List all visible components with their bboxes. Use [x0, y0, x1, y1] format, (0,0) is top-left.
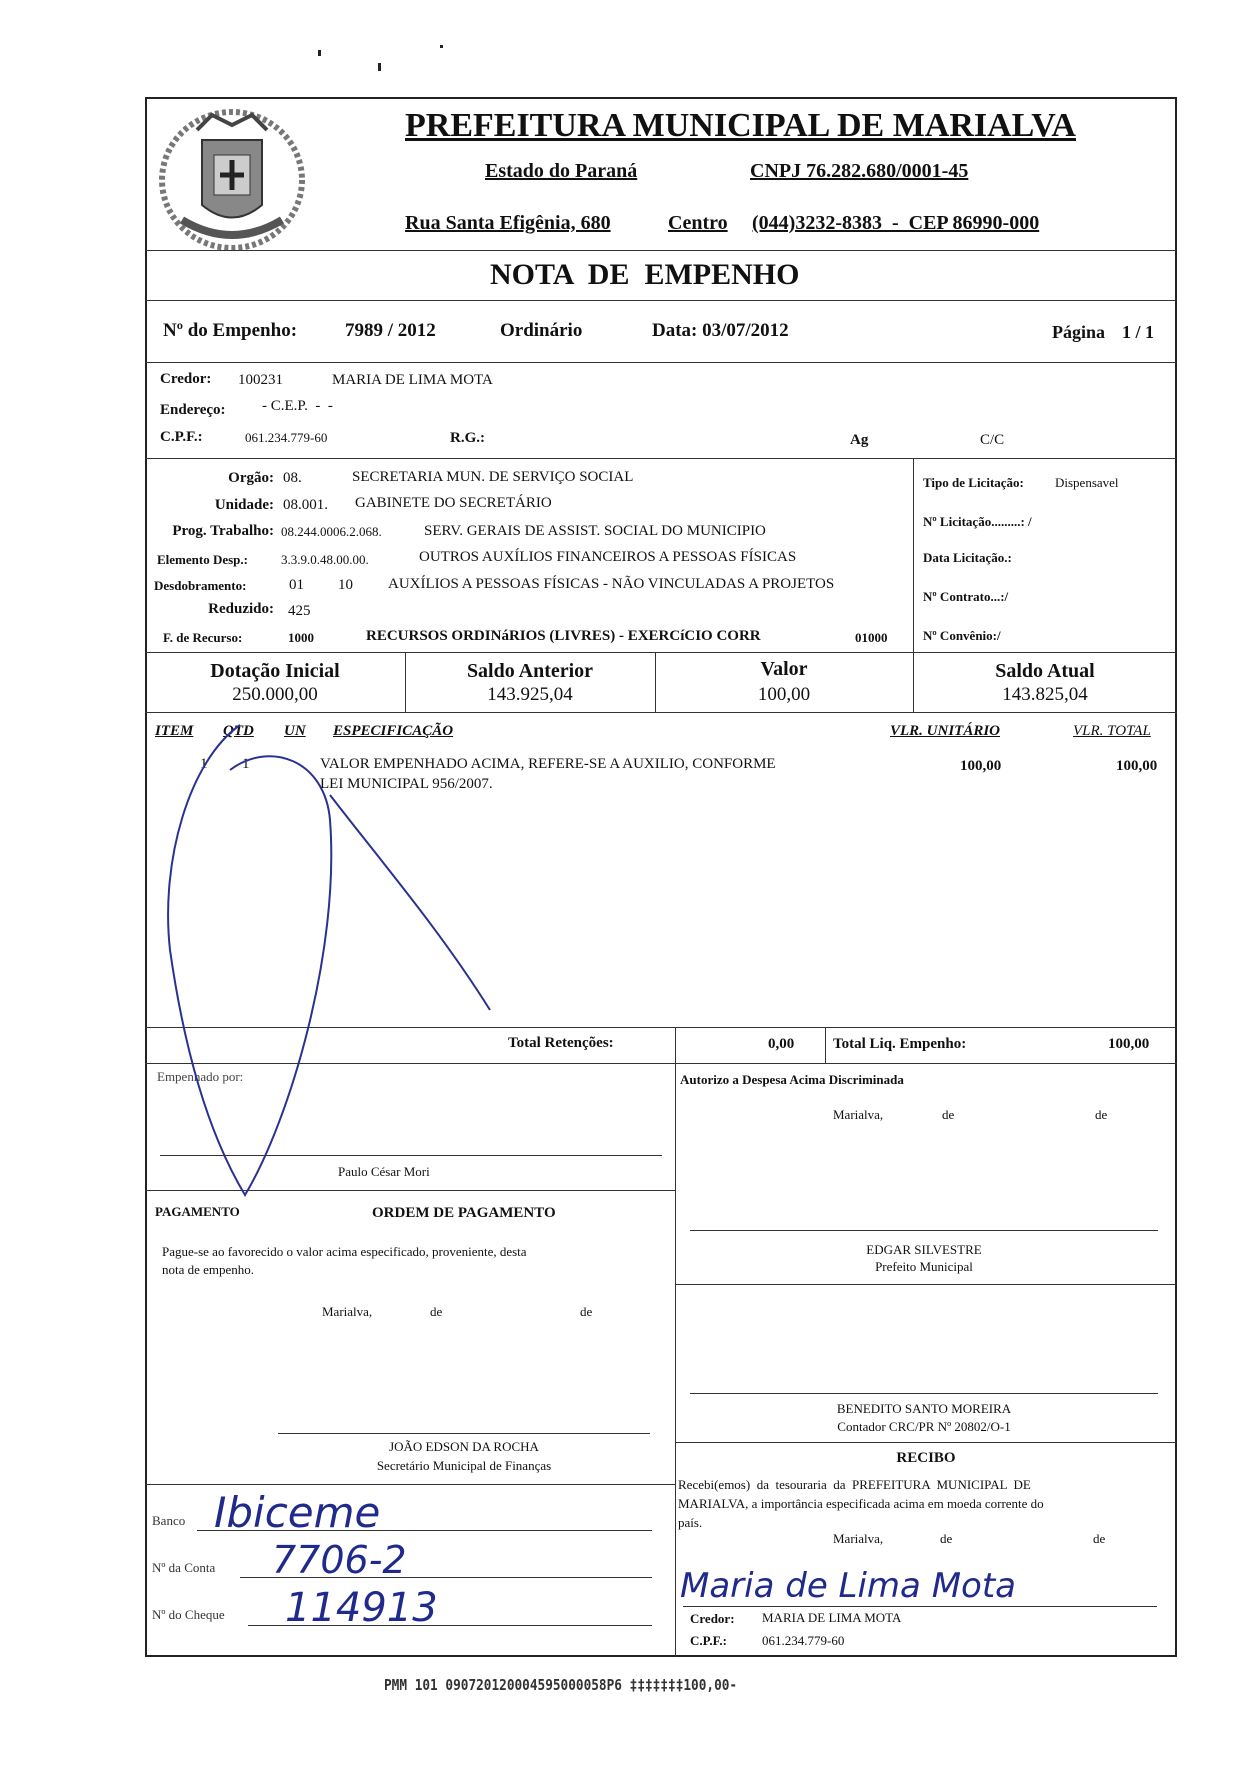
- elemento-code: 3.3.9.0.48.00.00.: [281, 552, 369, 567]
- total-retencoes-label: Total Retenções:: [508, 1035, 614, 1051]
- dotacao-inicial-label: Dotação Inicial: [210, 660, 340, 682]
- row-total-value: 100,00: [1116, 758, 1158, 774]
- col-vlr-total: VLR. TOTAL: [1073, 723, 1151, 739]
- convenio-number: Nº Convênio:/: [923, 628, 1001, 643]
- recibo-cpf-value: 061.234.779-60: [762, 1633, 845, 1648]
- pagamento-place: Marialva,: [322, 1304, 373, 1319]
- recibo-title: RECIBO: [896, 1450, 956, 1466]
- recurso-desc: RECURSOS ORDINáRIOS (LIVRES) - EXERCíCIO CORR: [366, 628, 761, 644]
- cpf-label: C.P.F.:: [160, 429, 203, 445]
- col-item: ITEM: [155, 723, 194, 739]
- empenho-number: 7989 / 2012: [345, 320, 436, 341]
- page-number: 1 / 1: [1122, 322, 1155, 342]
- autorizo-place: Marialva,: [833, 1107, 884, 1122]
- cc-label: C/C: [980, 432, 1005, 448]
- col-un: UN: [284, 723, 306, 739]
- empenho-date: Data: 03/07/2012: [652, 320, 789, 341]
- rg-label: R.G.:: [450, 430, 485, 446]
- banco-label: Banco: [152, 1513, 186, 1528]
- prog-code: 08.244.0006.2.068.: [281, 524, 382, 539]
- empenho-number-label: Nº do Empenho:: [163, 320, 298, 341]
- row-unit-value: 100,00: [960, 758, 1002, 774]
- elemento-label: Elemento Desp.:: [157, 552, 248, 567]
- autorizo-label: Autorizo a Despesa Acima Discriminada: [680, 1072, 904, 1087]
- credor-code: 100231: [238, 372, 283, 388]
- state-label: Estado do Paraná: [485, 160, 638, 182]
- total-retencoes-value: 0,00: [768, 1036, 795, 1052]
- autorizo-de1: de: [942, 1107, 955, 1122]
- empenho-type: Ordinário: [500, 320, 583, 341]
- banco-value: Ibiceme: [214, 1488, 381, 1537]
- credor-label: Credor:: [160, 371, 212, 387]
- row-desc-line1: VALOR EMPENHADO ACIMA, REFERE-SE A AUXILIO, CONFORME: [320, 756, 776, 772]
- pen-mark: [150, 700, 510, 1200]
- recibo-de2: de: [1093, 1531, 1106, 1546]
- tipo-licitacao-label: Tipo de Licitação:: [923, 475, 1024, 490]
- saldo-atual-label: Saldo Atual: [995, 660, 1095, 682]
- saldo-atual-value: 143.825,04: [1002, 684, 1088, 705]
- district-label: Centro: [668, 212, 728, 234]
- phone-cep-label: (044)3232-8383 - CEP 86990-000: [752, 212, 1040, 234]
- orgao-code: 08.: [283, 470, 302, 486]
- row-qtd: 1: [242, 756, 250, 772]
- contador-name: BENEDITO SANTO MOREIRA: [836, 1401, 1012, 1416]
- recibo-cpf-label: C.P.F.:: [690, 1633, 727, 1648]
- recibo-credor-label: Credor:: [690, 1611, 735, 1626]
- pagamento-text-line2: nota de empenho.: [162, 1262, 255, 1277]
- credor-signature: Maria de Lima Mota: [680, 1566, 1016, 1606]
- recibo-de1: de: [940, 1531, 953, 1546]
- valor-value: 100,00: [757, 684, 811, 705]
- footer-code: PMM 101 090720120004595000058P6 ‡‡‡‡‡‡‡100,00-: [384, 1676, 738, 1694]
- recibo-text-line2: MARIALVA, a importância especificada acima em moeda corrente do: [678, 1496, 1044, 1511]
- col-especificacao: ESPECIFICAÇÃO: [333, 723, 454, 739]
- recurso-label: F. de Recurso:: [163, 630, 243, 645]
- unidade-desc: GABINETE DO SECRETÁRIO: [355, 495, 552, 511]
- unidade-label: Unidade:: [214, 497, 274, 513]
- orgao-desc: SECRETARIA MUN. DE SERVIÇO SOCIAL: [352, 469, 634, 485]
- document-title: NOTA DE EMPENHO: [490, 258, 800, 291]
- desdobramento-desc: AUXÍLIOS A PESSOAS FÍSICAS - NÃO VINCULADAS A PROJETOS: [388, 576, 835, 592]
- licitacao-date: Data Licitação.:: [923, 550, 1012, 565]
- page-title: PREFEITURA MUNICIPAL DE MARIALVA: [405, 107, 1076, 144]
- pagamento-label: PAGAMENTO: [155, 1204, 240, 1219]
- cheque-value: 114913: [285, 1585, 438, 1631]
- contrato-number: Nº Contrato...:/: [923, 589, 1009, 604]
- tipo-licitacao-value: Dispensavel: [1055, 475, 1119, 490]
- scan-speck: [378, 63, 381, 71]
- ag-label: Ag: [850, 432, 869, 448]
- recurso-code2: 01000: [855, 630, 888, 645]
- pagamento-de2: de: [580, 1304, 593, 1319]
- cpf-value: 061.234.779-60: [245, 430, 328, 445]
- orgao-label: Orgão:: [228, 470, 274, 486]
- pagamento-de1: de: [430, 1304, 443, 1319]
- autorizo-de2: de: [1095, 1107, 1108, 1122]
- empenhado-por-label: Empenhado por:: [157, 1069, 244, 1084]
- total-liquido-label: Total Liq. Empenho:: [833, 1036, 967, 1052]
- recibo-text-line1: Recebi(emos) da tesouraria da PREFEITURA MUNICIPAL DE: [678, 1477, 1031, 1492]
- total-liquido-value: 100,00: [1108, 1036, 1150, 1052]
- col-qtd: QTD: [223, 723, 254, 739]
- saldo-anterior-value: 143.925,04: [487, 684, 573, 705]
- secretario-name: JOÃO EDSON DA ROCHA: [389, 1439, 539, 1454]
- saldo-anterior-label: Saldo Anterior: [466, 660, 594, 682]
- prog-desc: SERV. GERAIS DE ASSIST. SOCIAL DO MUNICIPIO: [424, 523, 766, 539]
- endereco-label: Endereço:: [160, 402, 226, 418]
- valor-label: Valor: [760, 658, 808, 680]
- desdobramento-code1: 01: [289, 577, 304, 593]
- dotacao-inicial-value: 250.000,00: [232, 684, 318, 705]
- credor-name: MARIA DE LIMA MOTA: [332, 372, 493, 388]
- unidade-code: 08.001.: [283, 497, 328, 513]
- recibo-credor-value: MARIA DE LIMA MOTA: [762, 1610, 902, 1625]
- licitacao-number: Nº Licitação.........: /: [923, 514, 1032, 529]
- page-label: Página: [1052, 322, 1106, 342]
- scan-speck: [318, 50, 321, 56]
- ordem-pagamento-label: ORDEM DE PAGAMENTO: [372, 1205, 556, 1221]
- endereco-value: - C.E.P. - -: [262, 398, 333, 414]
- address-label: Rua Santa Efigênia, 680: [405, 212, 611, 234]
- pagamento-text-line1: Pague-se ao favorecido o valor acima especificado, proveniente, desta: [162, 1244, 527, 1259]
- recibo-place: Marialva,: [833, 1531, 884, 1546]
- cheque-label: Nº do Cheque: [152, 1607, 225, 1622]
- desdobramento-code2: 10: [338, 577, 353, 593]
- empenhado-por-name: Paulo César Mori: [338, 1164, 430, 1179]
- reduzido-label: Reduzido:: [208, 601, 274, 617]
- prefeito-name: EDGAR SILVESTRE: [866, 1242, 982, 1257]
- contador-title: Contador CRC/PR Nº 20802/O-1: [837, 1419, 1011, 1434]
- recibo-text-line3: país.: [678, 1515, 703, 1530]
- cnpj-label: CNPJ 76.282.680/0001-45: [750, 160, 969, 182]
- recurso-code: 1000: [288, 630, 314, 645]
- conta-value: 7706-2: [272, 1538, 407, 1582]
- elemento-desc: OUTROS AUXÍLIOS FINANCEIROS A PESSOAS FÍSICAS: [419, 549, 797, 565]
- scan-speck: [440, 45, 443, 48]
- row-item: 1: [200, 756, 208, 772]
- row-desc-line2: LEI MUNICIPAL 956/2007.: [320, 776, 493, 792]
- prefeito-title: Prefeito Municipal: [875, 1259, 973, 1274]
- secretario-title: Secretário Municipal de Finanças: [376, 1458, 552, 1473]
- desdobramento-label: Desdobramento:: [154, 578, 247, 593]
- col-vlr-unitario: VLR. UNITÁRIO: [890, 723, 1001, 739]
- conta-label: Nº da Conta: [152, 1560, 216, 1575]
- prog-label: Prog. Trabalho:: [172, 523, 274, 539]
- reduzido-value: 425: [288, 603, 311, 619]
